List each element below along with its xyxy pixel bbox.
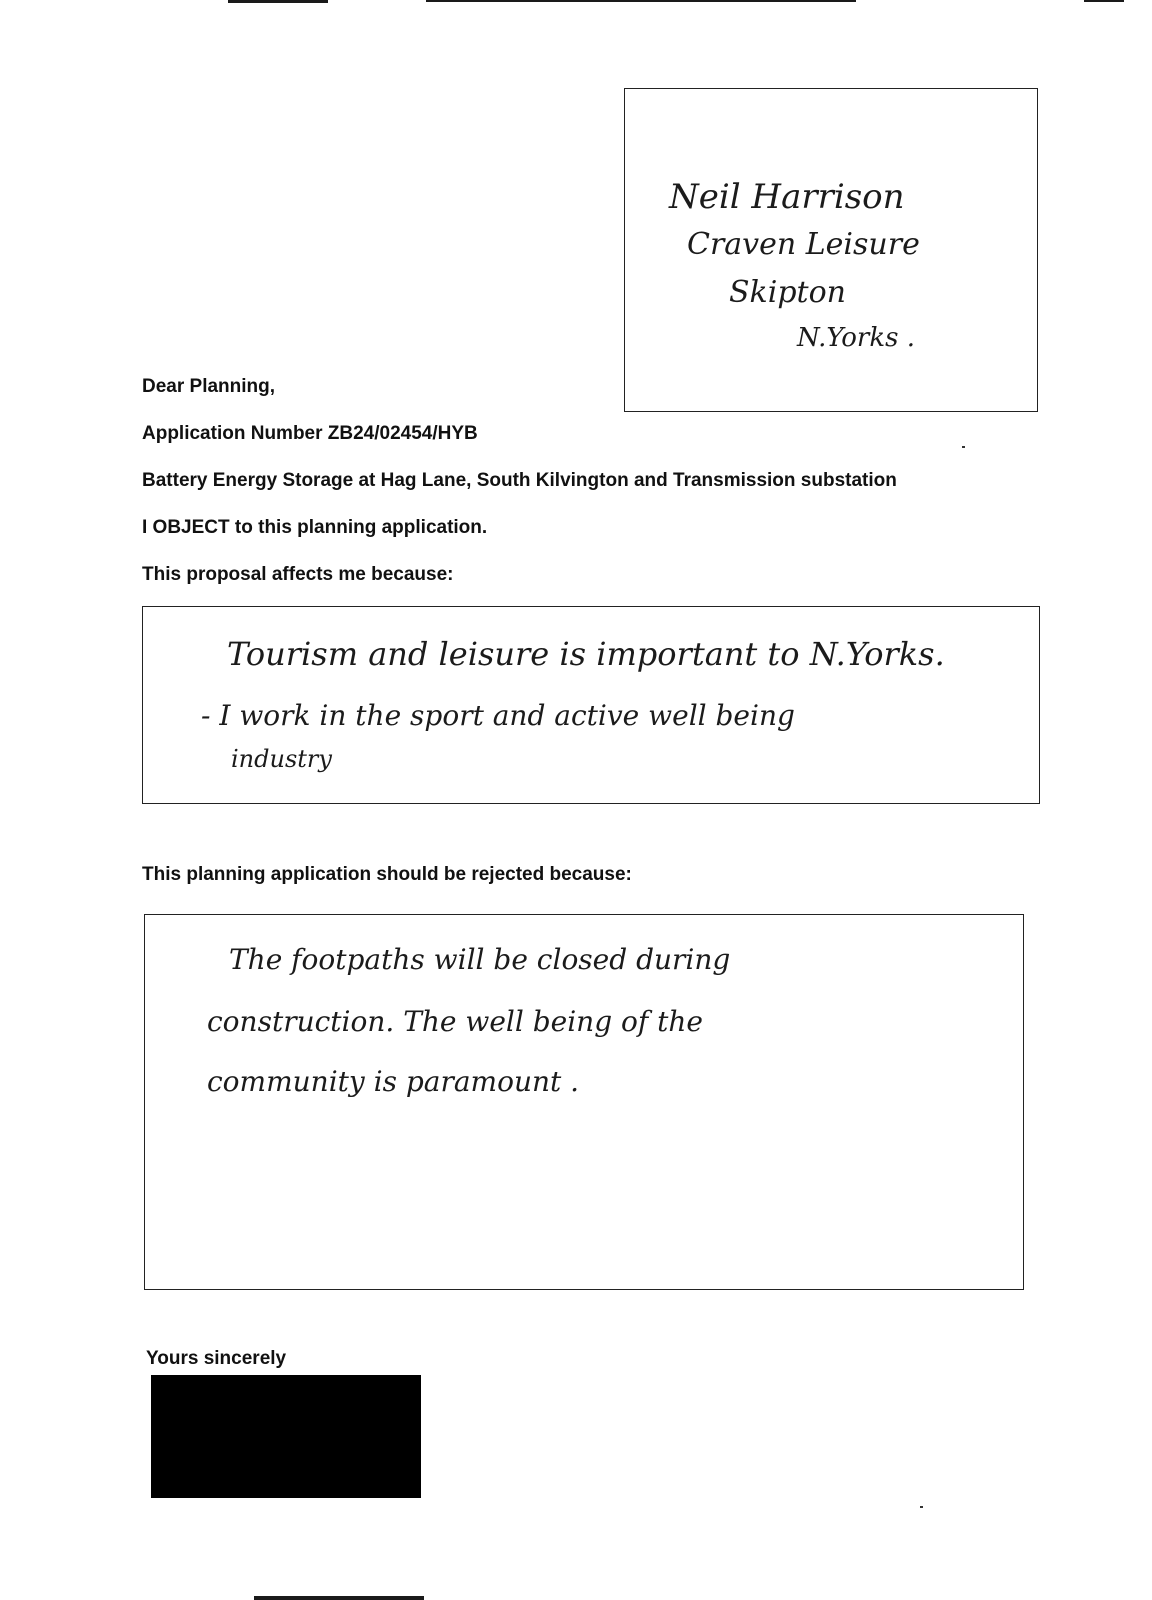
address-line-3: N.Yorks . [797, 323, 915, 353]
address-box [624, 88, 1038, 412]
address-line-2: Skipton [729, 275, 846, 310]
rejected-response-line: The footpaths will be closed during [229, 943, 731, 976]
project-title: Battery Energy Storage at Hag Lane, South Kilvington and Transmission substation [142, 470, 897, 491]
affects-response-box [142, 606, 1040, 804]
scan-artifact [254, 1596, 424, 1600]
rejected-response-line: community is paramount . [207, 1065, 580, 1098]
rejected-response-line: construction. The well being of the [207, 1005, 704, 1038]
scan-speck [962, 446, 965, 448]
scan-speck [920, 1506, 923, 1508]
rejected-response-box [144, 914, 1024, 1290]
affects-heading: This proposal affects me because: [142, 564, 454, 585]
sender-name: Neil Harrison [669, 177, 905, 217]
closing: Yours sincerely [146, 1348, 287, 1369]
scan-artifact [426, 0, 856, 2]
affects-response-line: - I work in the sport and active well being [201, 699, 795, 732]
affects-response-line: industry [231, 745, 332, 773]
application-number: Application Number ZB24/02454/HYB [142, 423, 478, 444]
objection-statement: I OBJECT to this planning application. [142, 517, 488, 538]
scan-artifact [1084, 0, 1124, 2]
affects-response-line: Tourism and leisure is important to N.Yorks. [227, 635, 945, 673]
salutation: Dear Planning, [142, 376, 276, 397]
rejected-heading: This planning application should be rejected because: [142, 864, 632, 885]
address-line-1: Craven Leisure [687, 227, 920, 262]
redacted-signature [151, 1375, 421, 1498]
scan-artifact [228, 0, 328, 3]
